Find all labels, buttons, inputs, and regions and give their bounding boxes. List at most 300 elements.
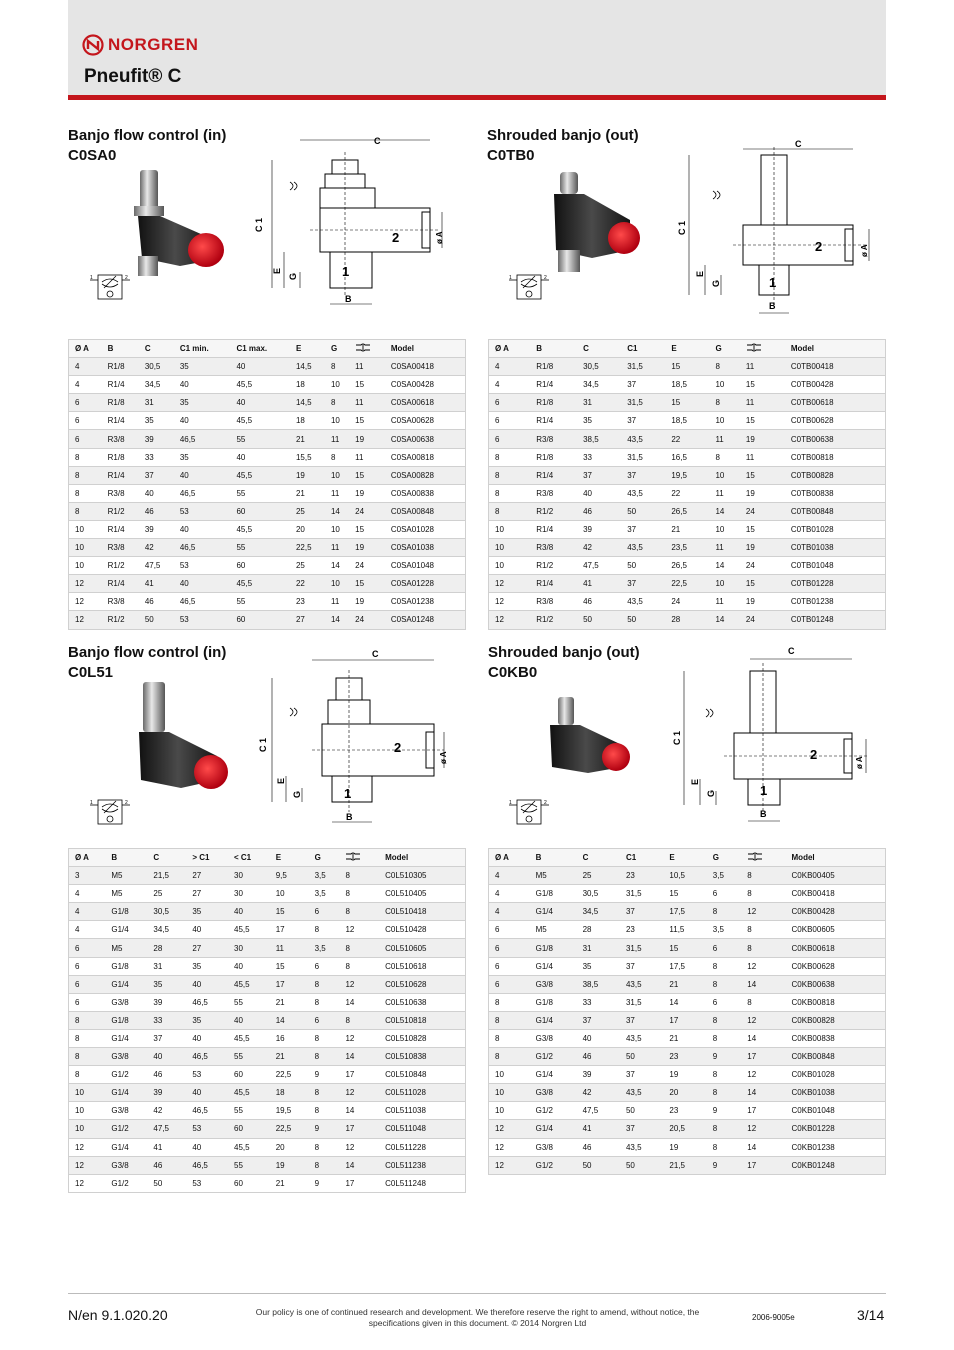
table-cell: C0TB01238 (785, 593, 886, 611)
table-cell: 21 (290, 430, 325, 448)
table-cell: 27 (290, 611, 325, 629)
table-cell: 20,5 (663, 1120, 706, 1138)
table-cell: 8 (69, 1029, 106, 1047)
table-cell: 12 (489, 593, 531, 611)
table-row (489, 921, 886, 939)
table-cell: 47,5 (577, 557, 621, 575)
table-row (489, 575, 886, 593)
table-cell: 11 (349, 394, 385, 412)
table-cell: 31 (147, 957, 186, 975)
table-cell: C0KB01228 (786, 1120, 886, 1138)
table-cell: 15 (740, 575, 785, 593)
table-cell: 18 (290, 412, 325, 430)
table-cell: 50 (621, 611, 665, 629)
table-cell: 42 (577, 539, 621, 557)
port-1-label: 1 (344, 786, 352, 801)
table-row (489, 484, 886, 502)
port-1-label: 1 (769, 275, 777, 290)
table-cell: 17 (663, 1011, 706, 1029)
table-cell: 8 (309, 1029, 340, 1047)
column-header: G (309, 849, 340, 867)
table-cell: 43,5 (621, 539, 665, 557)
table-cell: 17 (741, 1048, 785, 1066)
column-header: C (147, 849, 186, 867)
table-cell: 37 (620, 1011, 663, 1029)
table-header-row (69, 340, 466, 358)
table-cell: C0KB01238 (786, 1138, 886, 1156)
table-cell: 12 (339, 1138, 379, 1156)
table-cell: 14,5 (290, 394, 325, 412)
table-cell: 41 (139, 575, 174, 593)
table-cell: 11 (709, 484, 739, 502)
table-cell: 8 (309, 921, 340, 939)
table-cell: 8 (709, 358, 739, 376)
table-cell: C0SA01238 (385, 593, 466, 611)
table-cell: C0L510818 (379, 1011, 465, 1029)
table-cell: C0KB00638 (786, 975, 886, 993)
table-cell: 34,5 (139, 376, 174, 394)
table-cell: 11 (709, 430, 739, 448)
table-cell: 8 (709, 394, 739, 412)
table-cell: 30,5 (577, 885, 620, 903)
table-cell: C0KB00628 (786, 957, 886, 975)
dim-g-label: G (292, 790, 302, 798)
table-cell: 21 (663, 1029, 706, 1047)
wrench-icon (345, 852, 361, 861)
table-cell: 60 (228, 1174, 270, 1192)
table-cell: C0L510848 (379, 1066, 465, 1084)
table-cell: 10 (270, 885, 309, 903)
doc-reference: N/en 9.1.020.20 (68, 1307, 168, 1323)
table-cell: C0KB00848 (786, 1048, 886, 1066)
table-cell: C0SA00418 (385, 358, 466, 376)
table-cell: C0L510605 (379, 939, 465, 957)
table-cell: 50 (620, 1048, 663, 1066)
port-2-label: 2 (394, 740, 402, 755)
table-row (489, 903, 886, 921)
norgren-emblem-icon (82, 34, 104, 56)
symbol-port-in: 1 (509, 800, 512, 806)
wrench-size-column-header (741, 849, 785, 867)
wrench-size-column-header (740, 340, 785, 358)
table-cell: 12 (339, 921, 379, 939)
table-cell: 11 (325, 539, 349, 557)
table-row (69, 358, 466, 376)
page-header (68, 0, 886, 100)
table-cell: 60 (230, 557, 290, 575)
table-cell: 11 (709, 539, 739, 557)
table-cell: 11 (740, 394, 785, 412)
table-cell: 60 (228, 1066, 270, 1084)
table-cell: 40 (174, 575, 231, 593)
column-header: C (139, 340, 174, 358)
flow-symbol-c0l51 (90, 797, 130, 827)
table-cell: 6 (69, 975, 106, 993)
table-row (489, 1048, 886, 1066)
dim-a-label: ø A (855, 756, 864, 769)
table-cell: 47,5 (139, 557, 174, 575)
section-title: Shrouded banjo (out) (488, 644, 640, 661)
norgren-logo (82, 34, 198, 56)
table-cell: 8 (309, 1138, 340, 1156)
table-cell: C0TB00818 (785, 448, 886, 466)
table-cell: R1/4 (102, 466, 139, 484)
table-cell: M5 (105, 939, 147, 957)
table-cell: 12 (489, 1120, 530, 1138)
table-cell: 55 (230, 593, 290, 611)
table-cell: G3/8 (530, 975, 577, 993)
table-cell: 45,5 (228, 1138, 270, 1156)
column-header: B (530, 849, 577, 867)
table-cell: 42 (147, 1102, 186, 1120)
table-cell: 50 (621, 502, 665, 520)
table-cell: 14,5 (290, 358, 325, 376)
table-cell: C0KB00605 (786, 921, 886, 939)
table-cell: 60 (228, 1120, 270, 1138)
table-cell: 6 (69, 430, 102, 448)
table-cell: 8 (707, 957, 741, 975)
table-cell: C0L510828 (379, 1029, 465, 1047)
table-cell: 12 (489, 575, 531, 593)
table-cell: 19 (349, 484, 385, 502)
table-cell: 14 (709, 557, 739, 575)
dim-b-label: B (760, 809, 767, 819)
table-cell: 25 (577, 867, 620, 885)
table-cell: 46 (577, 593, 621, 611)
table-cell: C0TB00618 (785, 394, 886, 412)
table-cell: 9 (707, 1156, 741, 1174)
table-cell: C0SA01038 (385, 539, 466, 557)
table-cell: 18,5 (665, 412, 709, 430)
table-cell: 41 (147, 1138, 186, 1156)
table-cell: G1/2 (105, 1174, 147, 1192)
table-cell: 40 (147, 1048, 186, 1066)
table-row (69, 1011, 466, 1029)
table-cell: 15 (270, 957, 309, 975)
table-cell: 15 (665, 358, 709, 376)
table-cell: C0TB00638 (785, 430, 886, 448)
table-cell: 35 (186, 903, 228, 921)
table-cell: 14 (270, 1011, 309, 1029)
table-cell: 8 (325, 358, 349, 376)
table-cell: 19 (740, 593, 785, 611)
dim-g-label: G (288, 272, 298, 280)
column-header: Ø A (489, 849, 530, 867)
table-cell: 14 (339, 1102, 379, 1120)
flow-symbol-c0tb0 (509, 272, 549, 302)
table-cell: C0SA01028 (385, 520, 466, 538)
table-cell: 10 (709, 520, 739, 538)
table-row (69, 993, 466, 1011)
table-cell: R1/2 (530, 611, 577, 629)
table-cell: 40 (174, 412, 231, 430)
table-row (489, 957, 886, 975)
table-cell: 8 (325, 394, 349, 412)
table-cell: 22 (665, 430, 709, 448)
table-cell: 39 (147, 993, 186, 1011)
section-c0sa0-title (68, 126, 226, 166)
table-cell: 8 (489, 993, 530, 1011)
table-cell: C0KB01028 (786, 1066, 886, 1084)
table-cell: 50 (577, 611, 621, 629)
table-cell: 22,5 (270, 1066, 309, 1084)
table-cell: 40 (230, 448, 290, 466)
table-cell: 10 (709, 412, 739, 430)
table-row (69, 376, 466, 394)
table-cell: 19 (663, 1138, 706, 1156)
symbol-port-in: 1 (90, 275, 93, 281)
table-cell: 8 (325, 448, 349, 466)
table-cell: G1/8 (530, 939, 577, 957)
table-cell: 8 (339, 957, 379, 975)
table-cell: 37 (577, 1011, 620, 1029)
table-header-row (489, 849, 886, 867)
dimension-drawing-c0tb0 (673, 135, 883, 315)
table-cell: C0L510428 (379, 921, 465, 939)
table-cell: 35 (186, 957, 228, 975)
table-cell: 10 (325, 520, 349, 538)
table-cell: 9 (707, 1048, 741, 1066)
table-cell: 50 (620, 1102, 663, 1120)
table-cell: 6 (69, 939, 106, 957)
table-cell: 40 (139, 484, 174, 502)
table-row (69, 412, 466, 430)
table-cell: C0TB01228 (785, 575, 886, 593)
table-cell: 6 (69, 993, 106, 1011)
table-cell: 8 (339, 885, 379, 903)
table-cell: 37 (621, 520, 665, 538)
table-cell: R1/2 (102, 611, 139, 629)
table-cell: 22,5 (290, 539, 325, 557)
table-cell: 28 (577, 921, 620, 939)
table-cell: 35 (147, 975, 186, 993)
table-cell: C0TB01028 (785, 520, 886, 538)
table-cell: 6 (489, 957, 530, 975)
table-cell: 35 (577, 957, 620, 975)
table-cell: G1/8 (530, 885, 577, 903)
table-cell: 11 (709, 593, 739, 611)
table-cell: 46 (147, 1156, 186, 1174)
column-header: Model (786, 849, 886, 867)
dim-b-label: B (346, 812, 353, 822)
table-row (69, 1156, 466, 1174)
dim-g-label: G (706, 789, 716, 797)
table-cell: C0L511228 (379, 1138, 465, 1156)
table-cell: 27 (186, 939, 228, 957)
table-cell: 12 (69, 1138, 106, 1156)
dimension-drawing-c0l51 (252, 648, 452, 828)
table-cell: 12 (741, 903, 785, 921)
table-cell: 35 (577, 412, 621, 430)
table-cell: 31,5 (621, 358, 665, 376)
table-cell: G3/8 (530, 1138, 577, 1156)
table-cell: 40 (228, 1011, 270, 1029)
table-cell: 47,5 (577, 1102, 620, 1120)
table-cell: 38,5 (577, 430, 621, 448)
table-row (69, 885, 466, 903)
table-cell: 8 (707, 1011, 741, 1029)
table-cell: 12 (741, 1120, 785, 1138)
table-cell: 24 (740, 611, 785, 629)
table-cell: 55 (228, 993, 270, 1011)
table-cell: R1/2 (102, 557, 139, 575)
table-cell: 3,5 (309, 885, 340, 903)
column-header: C1 (620, 849, 663, 867)
dim-c-label: C (372, 649, 379, 659)
table-cell: 23 (620, 921, 663, 939)
table-cell: C0L510838 (379, 1048, 465, 1066)
table-cell: 12 (741, 1066, 785, 1084)
table-cell: 15 (349, 376, 385, 394)
table-cell: 19 (349, 593, 385, 611)
table-cell: 27 (186, 867, 228, 885)
table-cell: C0L510305 (379, 867, 465, 885)
table-cell: C0TB00428 (785, 376, 886, 394)
table-row (489, 448, 886, 466)
column-header: > C1 (186, 849, 228, 867)
table-cell: G1/4 (105, 1084, 147, 1102)
table-cell: 15,5 (290, 448, 325, 466)
table-cell: R1/2 (530, 502, 577, 520)
table-cell: 14 (325, 557, 349, 575)
table-cell: 10 (69, 557, 102, 575)
table-cell: 8 (489, 484, 531, 502)
table-cell: 46,5 (186, 1102, 228, 1120)
table-cell: 40 (577, 484, 621, 502)
table-cell: 23 (663, 1048, 706, 1066)
table-cell: 53 (186, 1174, 228, 1192)
table-cell: 37 (620, 1120, 663, 1138)
table-cell: 19 (663, 1066, 706, 1084)
table-cell: 45,5 (230, 412, 290, 430)
table-cell: 22,5 (665, 575, 709, 593)
table-cell: 14 (339, 1156, 379, 1174)
table-cell: 40 (186, 1084, 228, 1102)
table-row (69, 1102, 466, 1120)
table-cell: C0KB01248 (786, 1156, 886, 1174)
table-cell: 40 (174, 466, 231, 484)
table-cell: 37 (620, 1066, 663, 1084)
table-cell: 10 (69, 520, 102, 538)
table-row (69, 448, 466, 466)
table-cell: R1/2 (530, 557, 577, 575)
table-cell: 10 (489, 557, 531, 575)
table-row (69, 939, 466, 957)
table-cell: 18,5 (665, 376, 709, 394)
dim-c1-label: C 1 (677, 220, 687, 235)
table-cell: C0TB00838 (785, 484, 886, 502)
table-cell: 8 (707, 1138, 741, 1156)
table-cell: 53 (174, 502, 231, 520)
column-header: B (105, 849, 147, 867)
table-cell: 37 (621, 376, 665, 394)
wrench-size-column-header (349, 340, 385, 358)
table-cell: 18 (290, 376, 325, 394)
table-cell: 8 (707, 975, 741, 993)
symbol-port-out: 2 (544, 275, 547, 281)
table-cell: 4 (489, 376, 531, 394)
table-cell: 24 (349, 557, 385, 575)
table-cell: 45,5 (228, 921, 270, 939)
table-cell: 11 (349, 358, 385, 376)
table-row (489, 885, 886, 903)
table-cell: 9 (309, 1120, 340, 1138)
dim-b-label: B (345, 294, 352, 304)
table-cell: 14 (709, 502, 739, 520)
table-cell: 50 (147, 1174, 186, 1192)
table-cell: G1/4 (530, 957, 577, 975)
table-cell: 43,5 (620, 1138, 663, 1156)
table-cell: 8 (339, 1011, 379, 1029)
table-cell: R3/8 (102, 484, 139, 502)
table-cell: 53 (186, 1066, 228, 1084)
table-cell: M5 (105, 867, 147, 885)
table-cell: 20 (663, 1084, 706, 1102)
table-cell: 8 (707, 903, 741, 921)
table-cell: G1/8 (105, 1011, 147, 1029)
table-cell: 11 (740, 448, 785, 466)
table-cell: 40 (228, 957, 270, 975)
table-cell: 53 (174, 611, 231, 629)
table-cell: 4 (489, 885, 530, 903)
table-cell: 17 (339, 1066, 379, 1084)
table-row (69, 611, 466, 629)
table-cell: 15 (665, 394, 709, 412)
table-cell: 37 (139, 466, 174, 484)
table-cell: 34,5 (577, 903, 620, 921)
table-cell: 55 (230, 430, 290, 448)
table-cell: 15 (740, 466, 785, 484)
table-cell: 16 (270, 1029, 309, 1047)
table-cell: 14 (741, 1029, 785, 1047)
table-row (489, 867, 886, 885)
table-cell: 17,5 (663, 957, 706, 975)
table-cell: C0L511248 (379, 1174, 465, 1192)
table-cell: G3/8 (105, 993, 147, 1011)
table-cell: G1/8 (105, 903, 147, 921)
dim-b-label: B (769, 301, 776, 311)
table-cell: 19 (740, 539, 785, 557)
table-cell: 9,5 (270, 867, 309, 885)
table-row (489, 1102, 886, 1120)
column-header: B (102, 340, 139, 358)
table-cell: 8 (489, 448, 531, 466)
table-cell: 11 (740, 358, 785, 376)
table-cell: 19 (290, 466, 325, 484)
table-cell: 10 (489, 520, 531, 538)
table-cell: R1/4 (102, 376, 139, 394)
table-cell: 14 (741, 1084, 785, 1102)
table-cell: G1/2 (530, 1156, 577, 1174)
table-cell: 10 (325, 412, 349, 430)
table-cell: G3/8 (105, 1102, 147, 1120)
table-cell: C0L511048 (379, 1120, 465, 1138)
table-cell: 40 (174, 520, 231, 538)
table-cell: 12 (69, 1174, 106, 1192)
table-cell: G1/8 (105, 957, 147, 975)
table-cell: 45,5 (230, 575, 290, 593)
table-row (69, 466, 466, 484)
table-cell: 8 (309, 1102, 340, 1120)
table-row (69, 539, 466, 557)
table-cell: 6 (489, 921, 530, 939)
table-cell: 12 (489, 1156, 530, 1174)
table-cell: 53 (186, 1120, 228, 1138)
table-row (69, 394, 466, 412)
table-cell: 24 (665, 593, 709, 611)
table-cell: 15 (349, 520, 385, 538)
table-cell: 19 (270, 1156, 309, 1174)
